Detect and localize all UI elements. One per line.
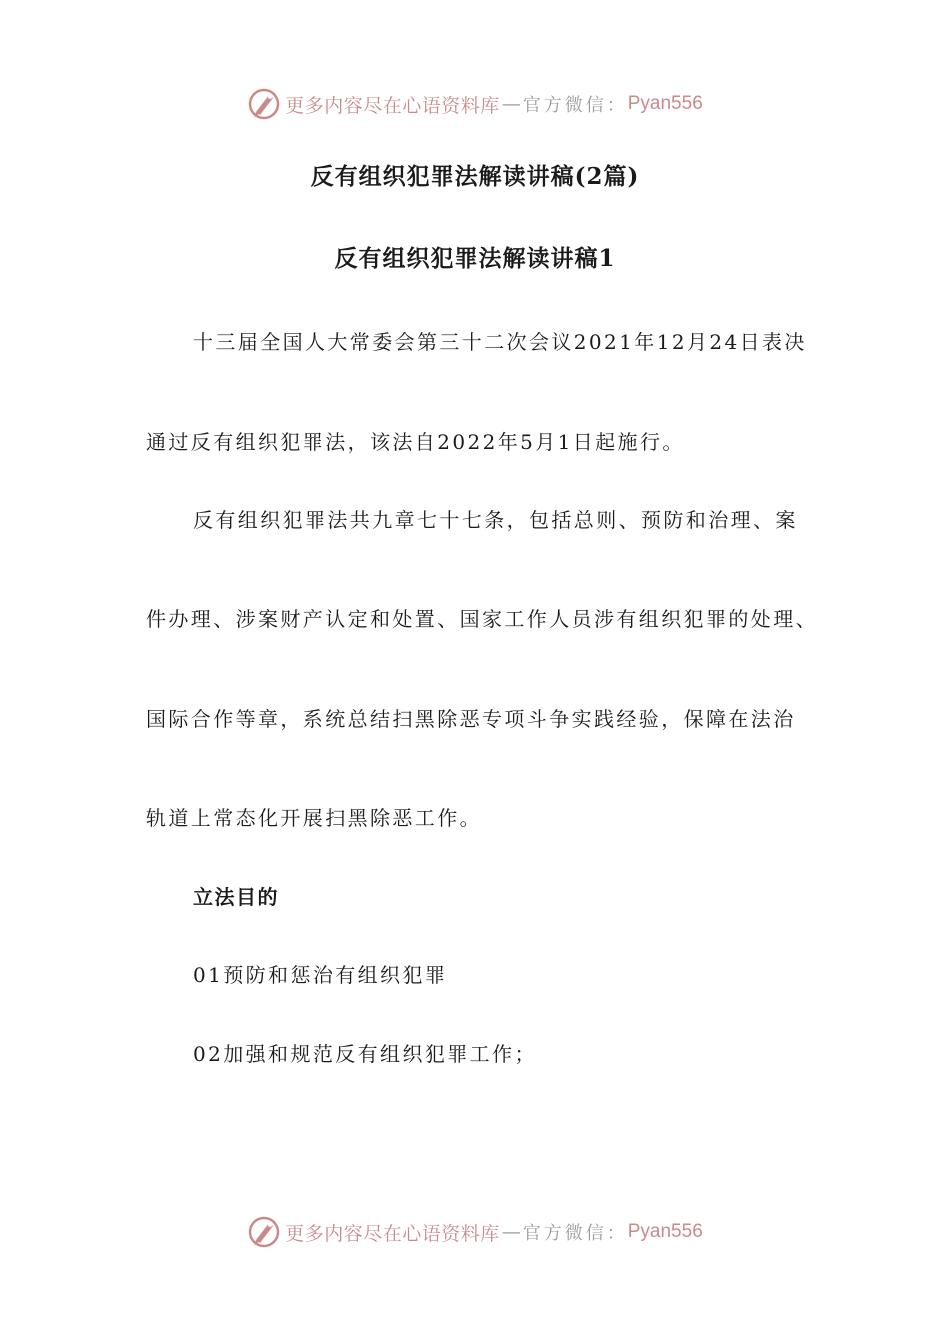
watermark-separator: — xyxy=(501,1221,521,1243)
document-sub-title: 反有组织犯罪法解读讲稿1 xyxy=(334,245,616,272)
watermark-banner-top xyxy=(0,84,950,124)
watermark-text: 更多内容尽在心语资料库 xyxy=(285,1222,500,1245)
list-item: 01预防和惩治有组织犯罪 xyxy=(193,963,448,987)
watermark-separator: — xyxy=(501,93,521,115)
paragraph1-line2: 通过反有组织犯罪法，该法自2022年5月1日起施行。 xyxy=(146,430,685,454)
pen-logo-icon xyxy=(247,87,281,121)
watermark-text: 更多内容尽在心语资料库 xyxy=(285,94,500,117)
section-heading: 立法目的 xyxy=(193,885,279,909)
paragraph2-line2: 件办理、涉案财产认定和处置、国家工作人员涉有组织犯罪的处理、 xyxy=(146,607,818,631)
watermark-id: Pyan556 xyxy=(627,93,703,114)
watermark-id: Pyan556 xyxy=(627,1221,703,1242)
watermark-banner-bottom xyxy=(0,1212,950,1252)
paragraph2-line4: 轨道上常态化开展扫黑除恶工作。 xyxy=(146,806,482,830)
list-item: 02加强和规范反有组织犯罪工作； xyxy=(193,1042,537,1066)
paragraph2-line3: 国际合作等章，系统总结扫黑除恶专项斗争实践经验，保障在法治 xyxy=(146,707,796,731)
paragraph2-line1: 反有组织犯罪法共九章七十七条，包括总则、预防和治理、案 xyxy=(193,508,798,532)
pen-logo-icon xyxy=(247,1215,281,1249)
watermark-label: 官方微信： xyxy=(522,95,628,116)
paragraph1-line1: 十三届全国人大常委会第三十二次会议2021年12月24日表决 xyxy=(193,330,807,354)
watermark-label: 官方微信： xyxy=(522,1223,628,1244)
document-main-title: 反有组织犯罪法解读讲稿(2篇) xyxy=(310,163,640,190)
